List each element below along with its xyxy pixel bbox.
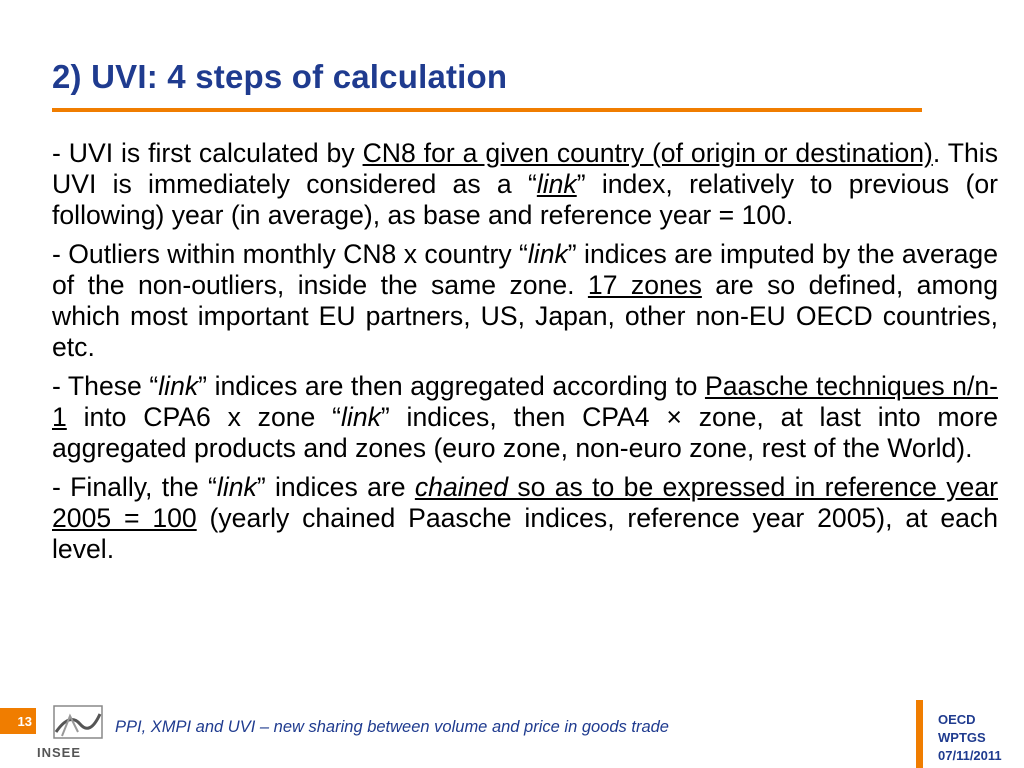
- p2-text-2: ” indices are imputed by the average of the non-outliers, inside the same zone.: [52, 239, 998, 300]
- paragraph-step-3: [52, 371, 998, 464]
- p3-text-2: ” indices are then aggregated according to: [198, 371, 705, 401]
- p2-text-1: - Outliers within monthly CN8 x country “: [52, 239, 528, 269]
- footer-event-info: [938, 711, 1002, 765]
- footer-date: 07/11/2011: [938, 748, 1002, 763]
- p3-text-1: - These “: [52, 371, 159, 401]
- p1-text-2: . This UVI is immediately considered as a “: [52, 138, 998, 199]
- p1-underlined-cn8: CN8 for a given country (of origin or destination): [362, 138, 933, 168]
- p3-text-4: ” indices, then CPA4 × zone, at last into more aggregated products and zones (euro zone, non-euro zone, rest of the World).: [52, 402, 998, 463]
- paragraph-step-1: [52, 138, 998, 231]
- p1-text-3: ” index, relatively to previous (or following) year (in average), as base and reference year = 100.: [52, 169, 998, 230]
- p2-link-word: link: [527, 239, 568, 269]
- p4-chained-word: chained: [414, 472, 509, 502]
- p2-underlined-zones: 17 zones: [587, 270, 702, 300]
- p4-underlined-reference: so as to be expressed in reference year 2005 = 100: [52, 472, 998, 533]
- footer-org: OECD: [938, 712, 976, 727]
- footer-group: WPTGS: [938, 730, 986, 745]
- footer-divider-bar: [916, 700, 923, 768]
- p3-link-word-1: link: [158, 371, 199, 401]
- footer-caption: PPI, XMPI and UVI – new sharing between volume and price in goods trade: [115, 718, 669, 736]
- title-underline-rule: [52, 108, 922, 112]
- p3-text-3: into CPA6 x zone “: [66, 402, 341, 432]
- p3-underlined-paasche: Paasche techniques n/n-1: [52, 371, 999, 432]
- p1-text-1: - UVI is first calculated by: [52, 138, 363, 168]
- paragraph-step-4: [52, 472, 998, 565]
- p4-text-2: ” indices are: [256, 472, 415, 502]
- paragraph-step-2: [52, 239, 998, 363]
- insee-logo-label: INSEE: [37, 745, 82, 760]
- p3-link-word-2: link: [341, 402, 381, 432]
- p1-link-word: link: [536, 169, 577, 199]
- slide-title: 2) UVI: 4 steps of calculation: [52, 58, 508, 95]
- p4-text-3: (yearly chained Paasche indices, reference year 2005), at each level.: [52, 503, 998, 564]
- p4-link-word: link: [216, 472, 257, 502]
- slide-body: [52, 138, 998, 573]
- p2-text-3: are so defined, among which most important EU partners, US, Japan, other non-EU OECD countries, etc.: [52, 270, 998, 362]
- slide-number: 13: [0, 708, 36, 734]
- p4-text-1: - Finally, the “: [52, 472, 217, 502]
